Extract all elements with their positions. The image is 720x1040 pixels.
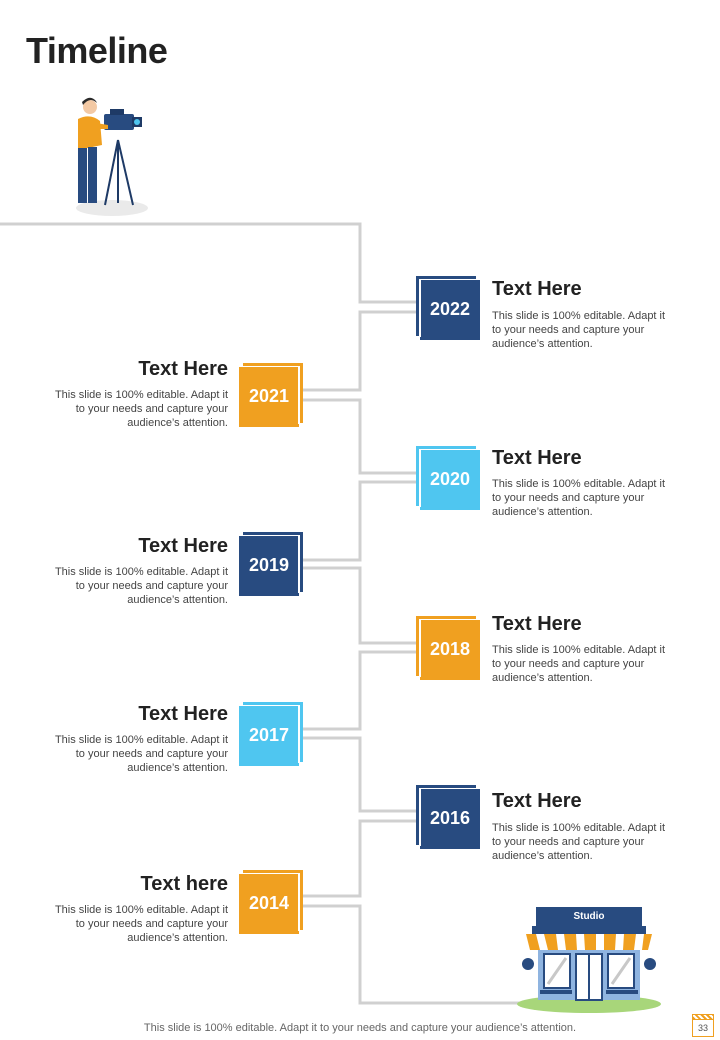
year-badge: 2022 <box>421 280 479 338</box>
item-description: This slide is 100% editable. Adapt it to your needs and capture your audience’s attention. <box>54 566 228 606</box>
item-heading: Text Here <box>492 278 582 300</box>
year-badge: 2014 <box>240 874 298 932</box>
item-heading: Text Here <box>492 790 582 812</box>
year-badge: 2016 <box>421 789 479 847</box>
item-description: This slide is 100% editable. Adapt it to your needs and capture your audience’s attention. <box>492 310 666 350</box>
year-badge: 2019 <box>240 536 298 594</box>
studio-sign-label: Studio <box>573 911 605 922</box>
year-badge: 2021 <box>240 367 298 425</box>
item-heading: Text Here <box>138 703 228 725</box>
cameraman-illustration <box>60 95 160 220</box>
footer-text: This slide is 100% editable. Adapt it to your needs and capture your audience’s attention. <box>143 1022 577 1034</box>
studio-building-illustration <box>514 904 664 1014</box>
year-badge: 2017 <box>240 706 298 764</box>
page-number: 33 <box>692 1019 714 1037</box>
item-heading: Text Here <box>492 613 582 635</box>
item-heading: Text here <box>140 873 228 895</box>
item-description: This slide is 100% editable. Adapt it to your needs and capture your audience’s attention. <box>54 734 228 774</box>
item-description: This slide is 100% editable. Adapt it to your needs and capture your audience’s attention. <box>492 478 666 518</box>
item-heading: Text Here <box>138 358 228 380</box>
year-badge: 2020 <box>421 450 479 508</box>
page-title: Timeline <box>26 30 168 71</box>
item-description: This slide is 100% editable. Adapt it to your needs and capture your audience’s attention. <box>54 389 228 429</box>
item-description: This slide is 100% editable. Adapt it to your needs and capture your audience’s attention. <box>492 644 666 684</box>
item-description: This slide is 100% editable. Adapt it to your needs and capture your audience’s attention. <box>492 822 666 862</box>
item-description: This slide is 100% editable. Adapt it to your needs and capture your audience’s attention. <box>54 904 228 944</box>
year-badge: 2018 <box>421 620 479 678</box>
item-heading: Text Here <box>492 447 582 469</box>
item-heading: Text Here <box>138 535 228 557</box>
